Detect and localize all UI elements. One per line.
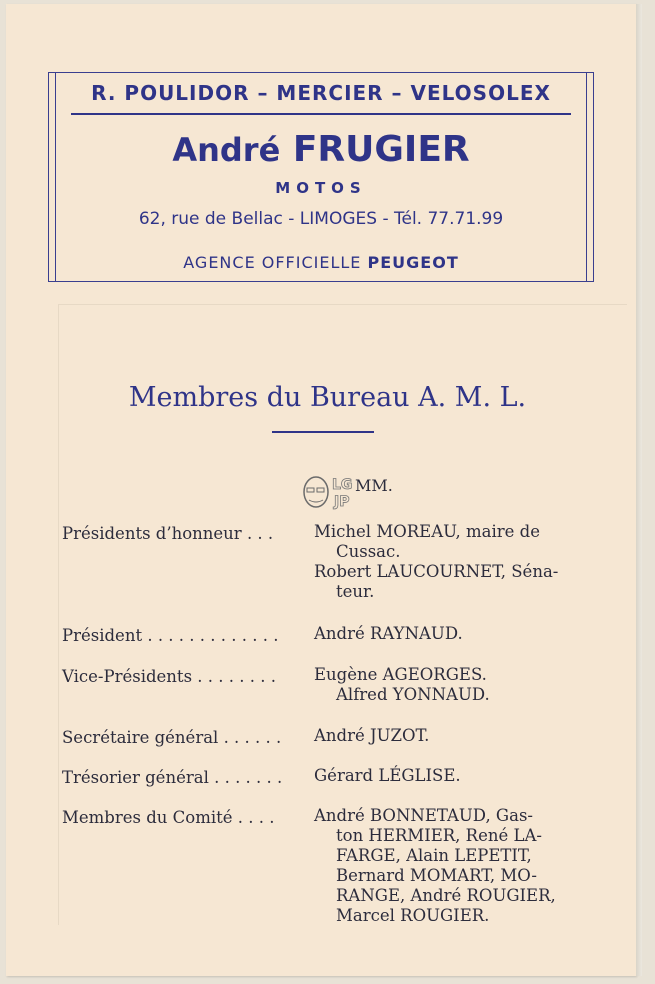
collector-stamp-logo <box>298 470 360 514</box>
salutation: MM. <box>355 476 393 495</box>
name-line: Robert LAUCOURNET, Séna- <box>314 562 559 581</box>
name-line: Eugène AGEORGES. <box>314 665 487 684</box>
names-president <box>314 624 588 644</box>
name-line: Bernard MOMART, MO- <box>336 866 537 885</box>
ad-divider <box>71 113 571 115</box>
names-committee-members <box>314 806 588 926</box>
ad-last-name: FRUGIER <box>292 129 470 170</box>
name-line: FARGE, Alain LEPETIT, <box>336 846 532 865</box>
page-title: Membres du Bureau A. M. L. <box>128 382 527 413</box>
role-treasurer-general: Trésorier général . . . . . . . <box>62 768 283 787</box>
ad-address: 62, rue de Bellac - LIMOGES - Tél. 77.71.99 <box>138 209 504 229</box>
role-honorary-presidents: Présidents d’honneur . . . <box>62 524 274 543</box>
name-line: ton HERMIER, René LA- <box>336 826 542 845</box>
role-secretary-general: Secrétaire général . . . . . . <box>62 728 282 747</box>
name-line: Michel MOREAU, maire de <box>314 522 540 541</box>
name-line: Gérard LÉGLISE. <box>314 766 461 785</box>
names-honorary-presidents <box>314 522 588 602</box>
name-line: Marcel ROUGIER. <box>336 906 490 925</box>
portrait-icon <box>304 477 328 507</box>
advertisement-box <box>48 72 594 282</box>
name-line: Cussac. <box>336 542 401 561</box>
logo-letters-jp: JP <box>334 494 350 510</box>
name-line: teur. <box>336 582 375 601</box>
name-line: RANGE, André ROUGIER, <box>336 886 556 905</box>
role-committee-members: Membres du Comité . . . . <box>62 808 275 827</box>
names-vice-presidents <box>314 665 588 705</box>
name-line: André BONNETAUD, Gas- <box>314 806 533 825</box>
ad-agency <box>49 253 593 272</box>
ad-motos-label: MOTOS <box>275 179 367 197</box>
name-line: André RAYNAUD. <box>314 624 463 643</box>
ad-dealer-name <box>49 129 593 170</box>
ad-first-name: André <box>172 131 281 169</box>
name-line: André JUZOT. <box>314 726 430 745</box>
role-president: Président . . . . . . . . . . . . . <box>62 626 279 645</box>
names-treasurer-general <box>314 766 588 786</box>
logo-letters-lg: LG <box>332 477 353 493</box>
names-secretary-general <box>314 726 588 746</box>
ad-agency-brand: PEUGEOT <box>367 253 459 272</box>
ad-agency-prefix: AGENCE OFFICIELLE <box>183 253 362 272</box>
role-vice-presidents: Vice-Présidents . . . . . . . . <box>62 667 276 686</box>
ad-brands-line: R. POULIDOR – MERCIER – VELOSOLEX <box>91 81 551 105</box>
name-line: Alfred YONNAUD. <box>336 685 490 704</box>
title-underline <box>272 431 374 433</box>
